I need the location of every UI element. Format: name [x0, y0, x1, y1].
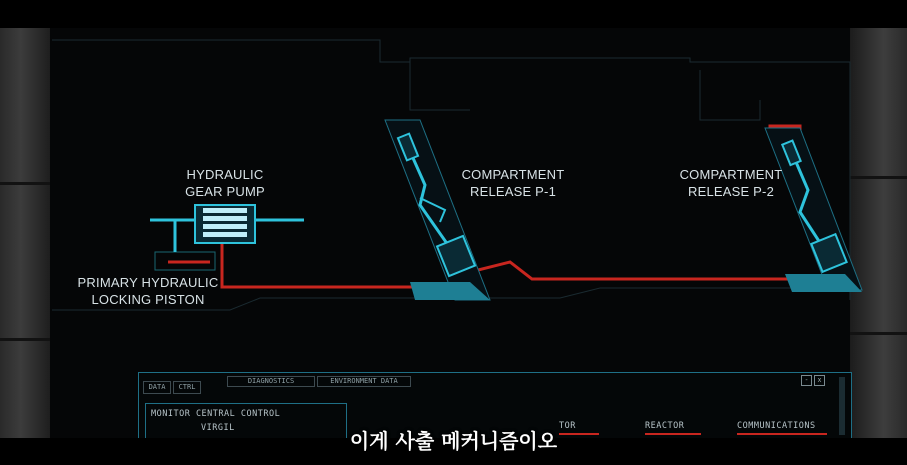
hydraulic-line	[168, 126, 820, 287]
label-release-p2	[666, 166, 796, 200]
monitor-subtitle: VIRGIL	[201, 423, 235, 433]
release-p2-rail	[765, 128, 862, 290]
tab-data[interactable]: DATA	[143, 381, 171, 394]
pump-gear-bar	[203, 224, 247, 229]
label-line: RELEASE P-1	[469, 184, 556, 199]
label-line: GEAR PUMP	[185, 184, 265, 199]
pump-gear-bar	[203, 216, 247, 221]
label-locking-piston	[68, 274, 228, 308]
tab-diagnostics[interactable]: DIAGNOSTICS	[227, 376, 315, 387]
monitor-title: MONITOR CENTRAL CONTROL	[151, 409, 281, 419]
label-line: COMPARTMENT	[461, 167, 565, 182]
close-button[interactable]: x	[814, 375, 825, 386]
column-communications: COMMUNICATIONS	[737, 421, 816, 431]
tab-environment-data[interactable]: ENVIRONMENT DATA	[317, 376, 411, 387]
letterbox-top	[0, 0, 907, 28]
column-reactor: REACTOR	[645, 421, 685, 431]
release-p1-mechanism	[385, 120, 490, 300]
label-line: RELEASE P-2	[687, 184, 774, 199]
label-release-p1	[448, 166, 578, 200]
minimize-button[interactable]: -	[801, 375, 812, 386]
gear-pump	[150, 205, 304, 252]
pump-gear-bar	[203, 232, 247, 237]
pump-gear-bar	[203, 208, 247, 213]
label-gear-pump	[170, 166, 280, 200]
tab-ctrl[interactable]: CTRL	[173, 381, 201, 394]
release-p2-mechanism	[765, 128, 862, 292]
label-line: COMPARTMENT	[679, 167, 783, 182]
label-line: PRIMARY HYDRAULIC	[77, 275, 219, 290]
subtitle-caption: 이게 사출 메커니즘이오	[349, 429, 558, 453]
label-line: LOCKING PISTON	[91, 292, 205, 307]
label-line: HYDRAULIC	[186, 167, 264, 182]
column-tor: TOR	[559, 421, 576, 431]
